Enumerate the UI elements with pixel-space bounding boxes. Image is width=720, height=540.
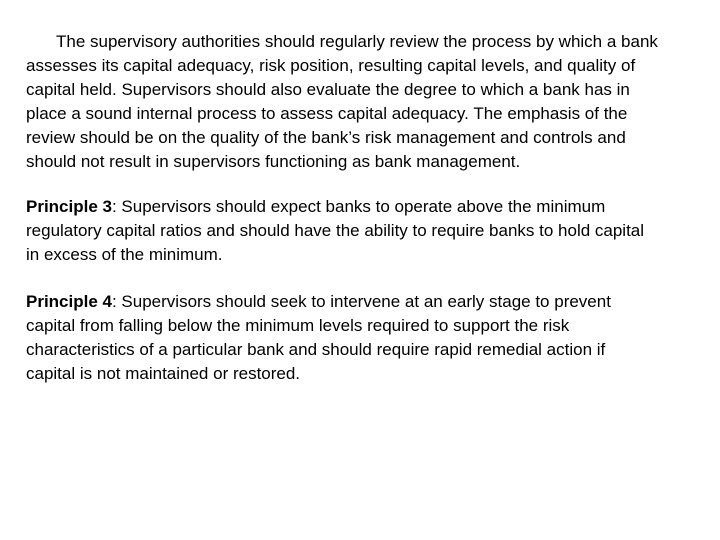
text-line: capital is not maintained or restored. (26, 364, 301, 383)
text-line: capital from falling below the minimum levels required to support the risk (26, 316, 570, 335)
text-line: The supervisory authorities should regularly review the process by which a bank (56, 32, 658, 51)
paragraph-principle-3 (26, 195, 696, 267)
text-line: place a sound internal process to assess capital adequacy. The emphasis of the (26, 104, 628, 123)
principle-3-text: : Supervisors should expect banks to operate above the minimum (111, 197, 606, 216)
text-line (26, 195, 696, 219)
text-line: regulatory capital ratios and should have the ability to require banks to hold capital (26, 221, 645, 240)
text-line (26, 290, 696, 314)
text-line: in excess of the minimum. (26, 245, 223, 264)
text-line: review should be on the quality of the bank’s risk management and controls and (26, 128, 626, 147)
text-line: assesses its capital adequacy, risk position, resulting capital levels, and quality of (26, 56, 636, 75)
principle-4-label: Principle 4 (26, 292, 112, 311)
text-line: capital held. Supervisors should also evaluate the degree to which a bank has in (26, 80, 630, 99)
paragraph-supervisory-review (26, 30, 696, 174)
principle-4-text: : Supervisors should seek to intervene at an early stage to prevent (111, 292, 611, 311)
text-line: should not result in supervisors functioning as bank management. (26, 152, 521, 171)
text-line: characteristics of a particular bank and should require rapid remedial action if (26, 340, 606, 359)
paragraph-principle-4 (26, 290, 696, 386)
principle-3-label: Principle 3 (26, 197, 112, 216)
